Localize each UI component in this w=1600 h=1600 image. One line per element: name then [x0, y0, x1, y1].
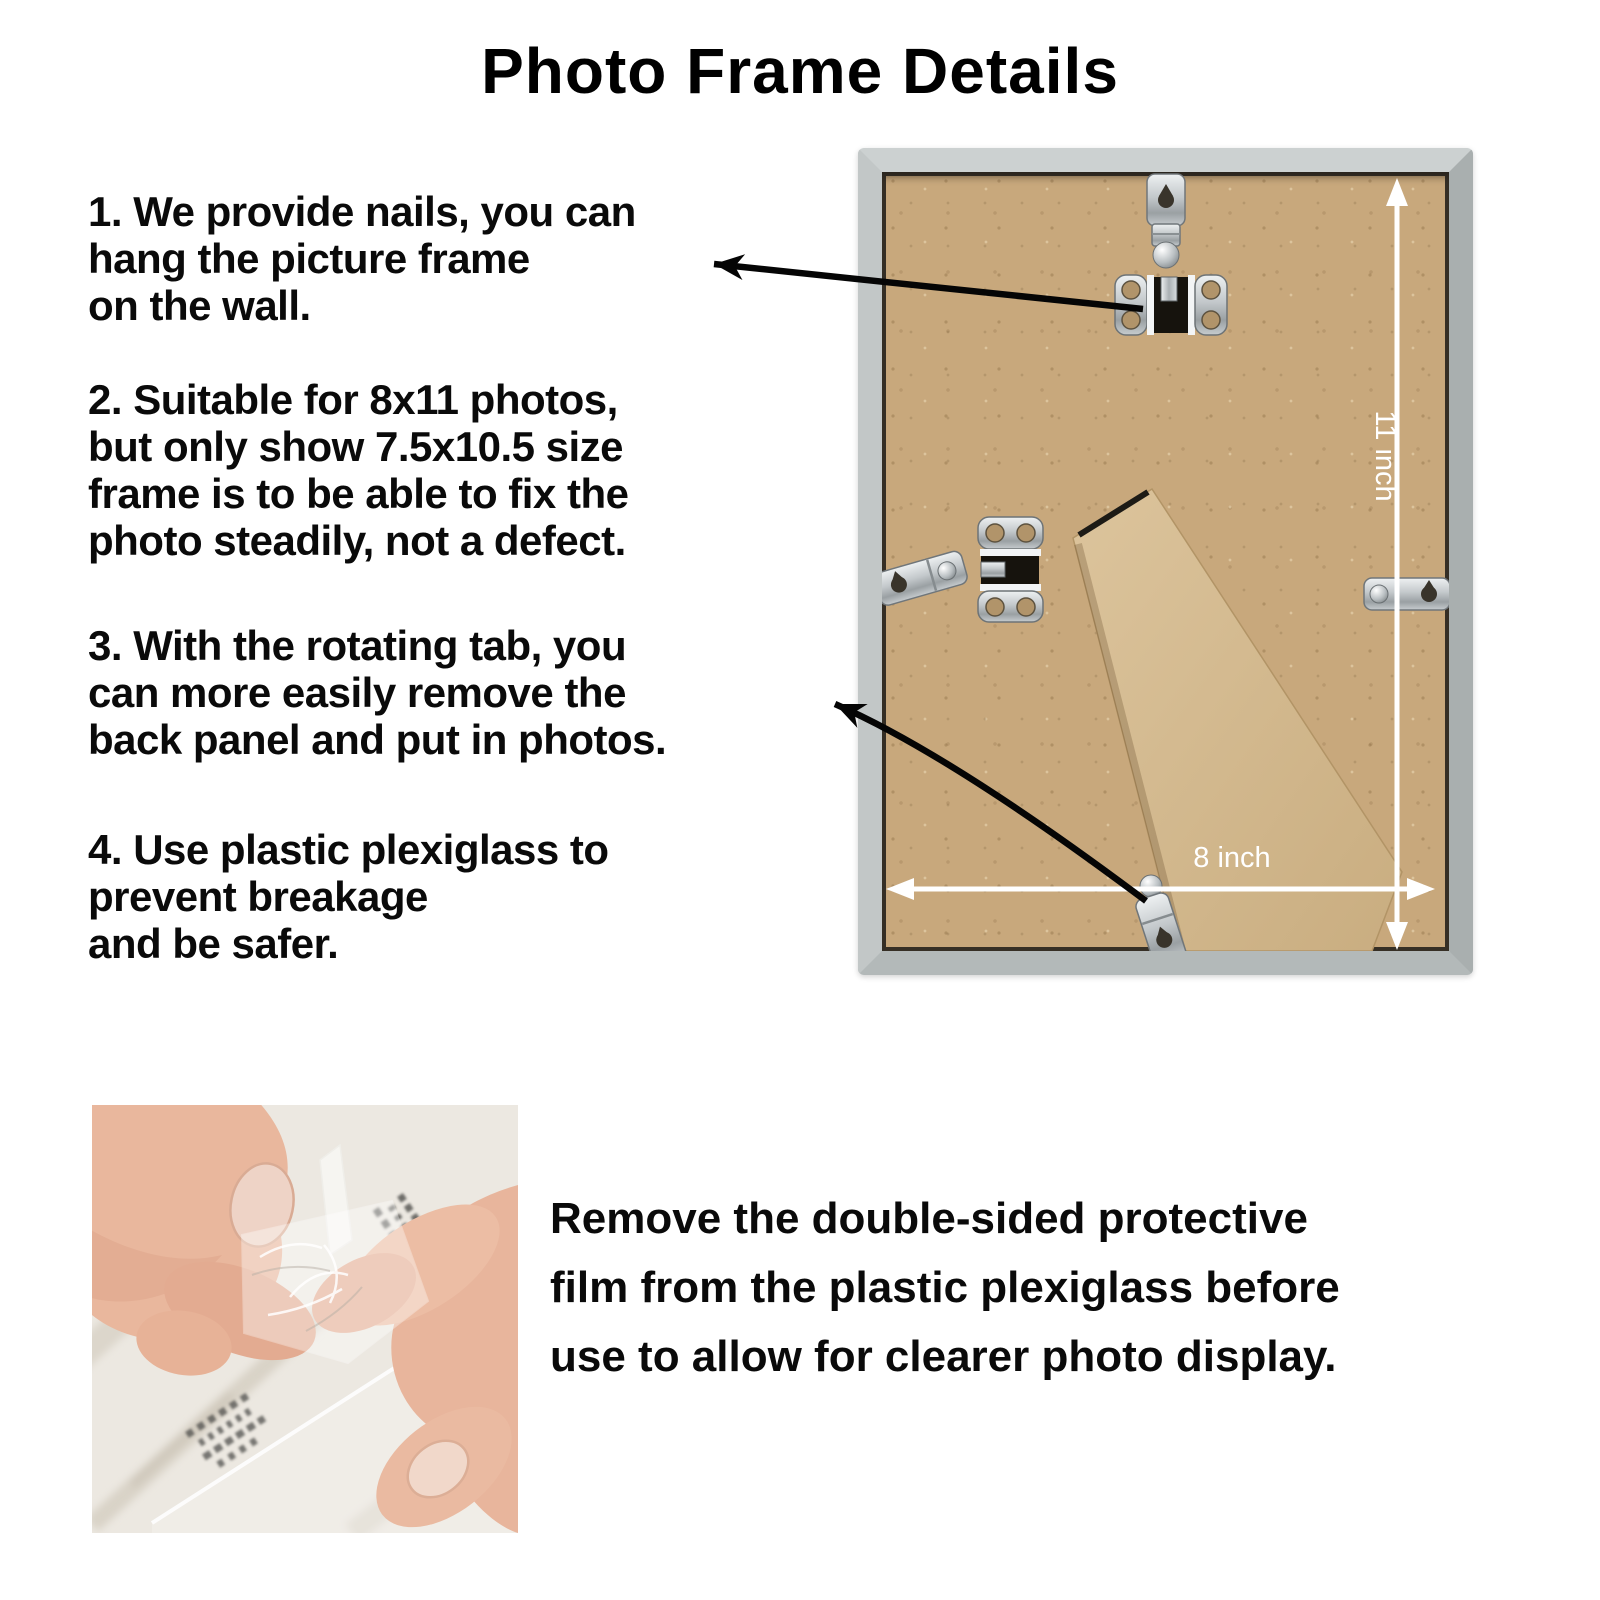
instruction-line: prevent breakage [88, 873, 428, 920]
instruction-line: frame is to be able to fix the [88, 470, 629, 517]
instruction-line: photo steadily, not a defect. [88, 517, 626, 564]
hanger-ball [1153, 242, 1179, 268]
instruction-line: back panel and put in photos. [88, 716, 667, 763]
middle-rotating-tab [978, 517, 1043, 622]
instruction-line: 4. Use plastic plexiglass to [88, 826, 609, 873]
frame-back-panel [882, 172, 1449, 951]
instruction-3 [88, 622, 666, 763]
film-note [550, 1184, 1340, 1391]
width-dimension-label: 8 inch [1193, 842, 1271, 874]
instruction-line: hang the picture frame [88, 235, 530, 282]
film-note-line: Remove the double-sided protective [550, 1194, 1308, 1243]
right-edge-clip [1364, 578, 1449, 610]
instruction-1 [88, 188, 636, 329]
height-dimension-arrow [1386, 178, 1408, 950]
height-dimension-label: 11 inch [1369, 410, 1401, 502]
instruction-line: and be safer. [88, 920, 339, 967]
film-peel-photo [92, 1105, 518, 1533]
instruction-line: but only show 7.5x10.5 size [88, 423, 624, 470]
upper-rotating-tab [1115, 275, 1227, 335]
page-title: Photo Frame Details [481, 35, 1119, 107]
left-edge-clip [882, 550, 969, 607]
frame-back-contents [882, 172, 1449, 951]
instruction-line: 2. Suitable for 8x11 photos, [88, 376, 618, 423]
instruction-line: on the wall. [88, 282, 311, 329]
kickstand [1073, 489, 1402, 951]
frame-back-photo [858, 148, 1473, 975]
film-note-line: use to allow for clearer photo display. [550, 1332, 1337, 1381]
top-hanger-clip [1147, 174, 1185, 268]
instruction-2 [88, 376, 628, 564]
instruction-line: can more easily remove the [88, 669, 626, 716]
instruction-4 [88, 826, 609, 967]
film-note-line: film from the plastic plexiglass before [550, 1263, 1340, 1312]
instruction-line: 1. We provide nails, you can [88, 188, 636, 235]
instruction-line: 3. With the rotating tab, you [88, 622, 627, 669]
